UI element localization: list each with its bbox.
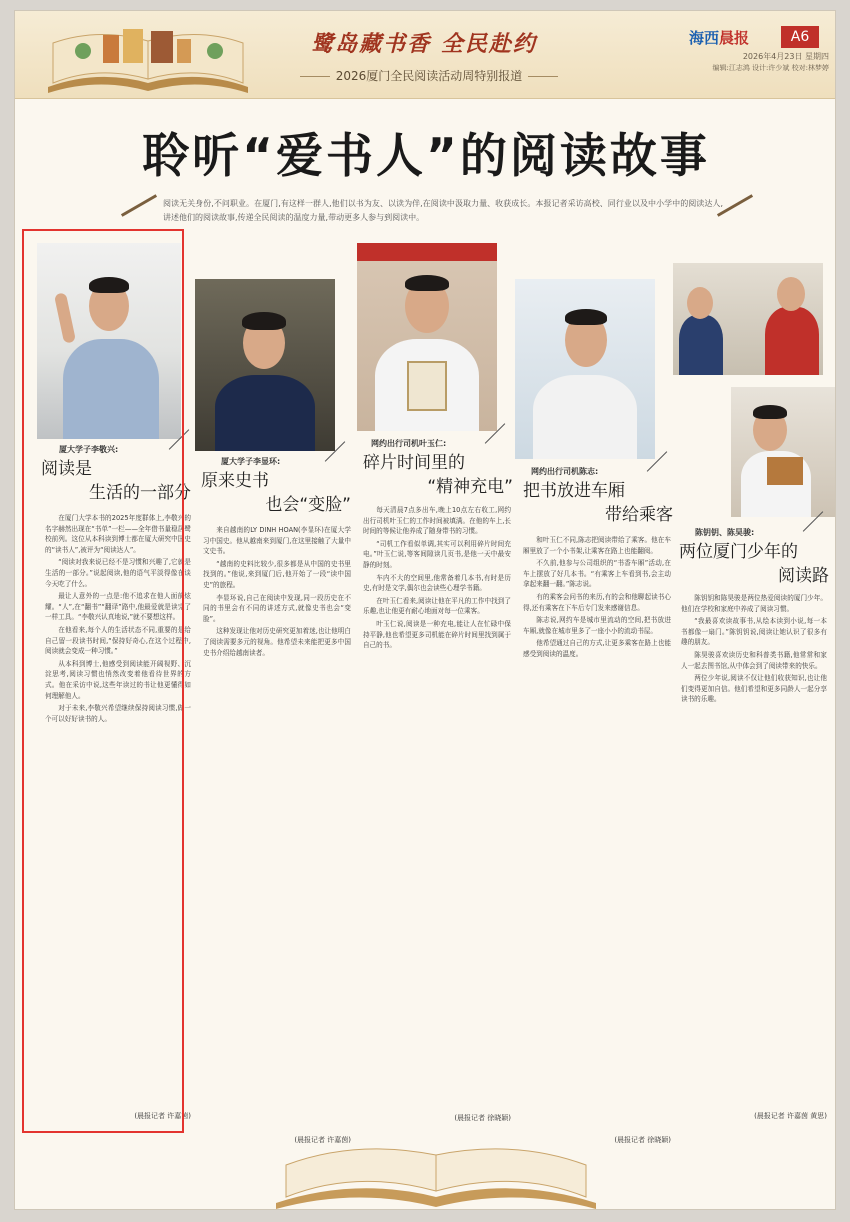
reporter-credit: (晨报记者 许嘉茵 黄思)	[754, 1112, 827, 1120]
article-byline: 厦大学子李显环:	[221, 457, 281, 466]
article-byline: 厦大学子李敬兴:	[59, 445, 119, 454]
article-title: 碎片时间里的 “精神充电”	[363, 453, 513, 497]
article-body: 在厦门大学本书的2025年度群体上,李敬兴的名字赫然出现在“书单”一栏——全年借书量稳居鹭校前列。这位从本科读到博士都在厦大研究中国史的“读书人”,被评为“阅读达人”。 “阅读对我来说已经不是习惯和兴趣了,它就是生活的一部分。”说起阅读,他的语气平淡得像在谈今天吃了什么。 最让人意外的一点是:他不追求在他人面前炫耀。“人”,在“翻书”“翻译”路中,他最爱就是读完了一样工具。“李敬兴认真地说,”就不要想这样。 在他看来,每个人的生活状态不同,重要的是给自己留一段读书时间,“保持好奇心,在这个过程中,阅读就会变成一种习惯。” 从本科到博士,他感受到阅读能开阔视野、沉淀思考,阅读习惯也悄然改变着他看待世界的方式。他在采访中说,这些年读过的书让他更懂得如何理解他人。 对于未来,李敬兴希望继续保持阅读习惯,做一个可以好好读书的人。	[45, 514, 191, 723]
reporter-credit: (晨报记者 徐晓颖)	[454, 1114, 511, 1122]
article-byline: 陈钥钥、陈昊骏:	[695, 528, 755, 537]
editor-credits: 编辑:江志鸿 设计:许少斌 校对:林梦婷	[712, 64, 829, 72]
reporter-credit: (晨报记者 许嘉茵)	[294, 1136, 351, 1144]
photo-chen-zhi	[515, 279, 655, 459]
highlight-box	[22, 229, 184, 1133]
open-book-illustration	[43, 21, 253, 95]
article-body: 来自越南的LY DINH HOAN(李显环)在厦大学习中国史。他从越南来到厦门,在这里接触了大量中文史书。 “越南的史料比较少,很多都是从中国的史书里找到的。”他说,来到厦门后,他开始了一段“读中国史”的旅程。 李显环说,自己在阅读中发现,同一段历史在不同的书里会有不同的讲述方式,就像史书也会“变脸”。 这种发现让他对历史研究更加着迷,也让他明白了阅读需要多元的视角。他希望未来能把更多中国史书介绍给越南读者。	[203, 526, 351, 657]
photo-children-reading	[673, 263, 823, 375]
lead-paragraph: 阅读无关身份,不问职业。在厦门,有这样一群人,他们以书为友、以读为伴,在阅读中汲取力量、收获成长。本报记者采访高校、同行业以及中小学中的阅读达人,讲述他们的阅读故事,传递全民阅读的温度力量,带动更多人参与到阅读中。	[163, 199, 723, 222]
article-title: 两位厦门少年的 阅读路	[679, 542, 829, 586]
reporter-credit: (晨报记者 徐晓颖)	[614, 1136, 671, 1144]
page-number: A6	[781, 26, 819, 48]
reporter-credit: (晨报记者 许嘉茵)	[134, 1112, 191, 1120]
article-body: 每天清晨7点多出车,晚上10点左右收工,网约出行司机叶玉仁的工作时间被填满。在他的车上,长时间的等候让他养成了随身带书的习惯。 “司机工作看似单调,其实可以利用碎片时间充电。”叶玉仁说,等客间隙读几页书,是他一天中最安静的时刻。 车内不大的空间里,他常备着几本书,有时是历史,有时是文学,偶尔也会读些心理学书籍。 在叶玉仁看来,阅读让他在平凡的工作中找到了乐趣,也让他更有耐心地面对每一位乘客。 叶玉仁说,阅读是一种充电,能让人在忙碌中保持平静,他也希望更多司机能在碎片时间里找到属于自己的书。	[363, 506, 511, 650]
banner-slogan: 鹭岛藏书香 全民赴约	[311, 31, 537, 57]
article-body: 和叶玉仁不同,陈志把阅读带给了乘客。他在车厢里放了一个小书架,让乘客在路上也能翻阅。 不久前,他参与公司组织的“书香车厢”活动,在车上摆放了好几本书。“有乘客上车看到书,会主动拿起来翻一翻。”陈志说。 有的乘客会问书的来历,有的会和他聊起读书心得,还有乘客在下车后专门发来感谢信息。 陈志说,网约车是城市里流动的空间,把书放进车厢,就像在城市里多了一座小小的流动书屋。 他希望通过自己的方式,让更多乘客在路上也能感受到阅读的温度。	[523, 536, 671, 658]
article-title: 阅读是 生活的一部分	[41, 459, 191, 503]
decor-line	[121, 194, 157, 217]
banner-subtitle: 2026厦门全民阅读活动周特别报道	[279, 67, 579, 84]
page-banner	[15, 11, 836, 99]
newspaper-name: 海西晨报	[689, 29, 750, 47]
photo-li-xianhuan	[195, 279, 335, 451]
article-title: 把书放进车厢 带给乘客	[523, 481, 673, 525]
footer-book-illustration	[271, 1147, 601, 1209]
article-body: 陈钥钥和陈昊骏是两位热爱阅读的厦门少年。他们在学校和家庭中养成了阅读习惯。 “我最喜欢读故事书,从绘本读到小说,每一本书都像一扇门。”陈钥钥说,阅读让她认识了很多有趣的朋友。 陈昊骏喜欢读历史和科普类书籍,他常常和家人一起去图书馆,从中体会到了阅读带来的快乐。 两位少年说,阅读不仅让他们收获知识,也让他们变得更加自信。他们希望和更多同龄人一起分享读书的乐趣。	[681, 594, 827, 704]
article-byline: 网约出行司机叶玉仁:	[371, 439, 447, 448]
article-byline: 网约出行司机陈志:	[531, 467, 599, 476]
photo-boy-reading	[731, 387, 835, 517]
article-title: 原来史书 也会“变脸”	[201, 471, 351, 515]
issue-date: 2026年4月23日 星期四	[742, 52, 829, 61]
photo-ye-yuren	[357, 243, 497, 431]
page-title: 聆听“爱书人”的阅读故事	[142, 129, 710, 184]
